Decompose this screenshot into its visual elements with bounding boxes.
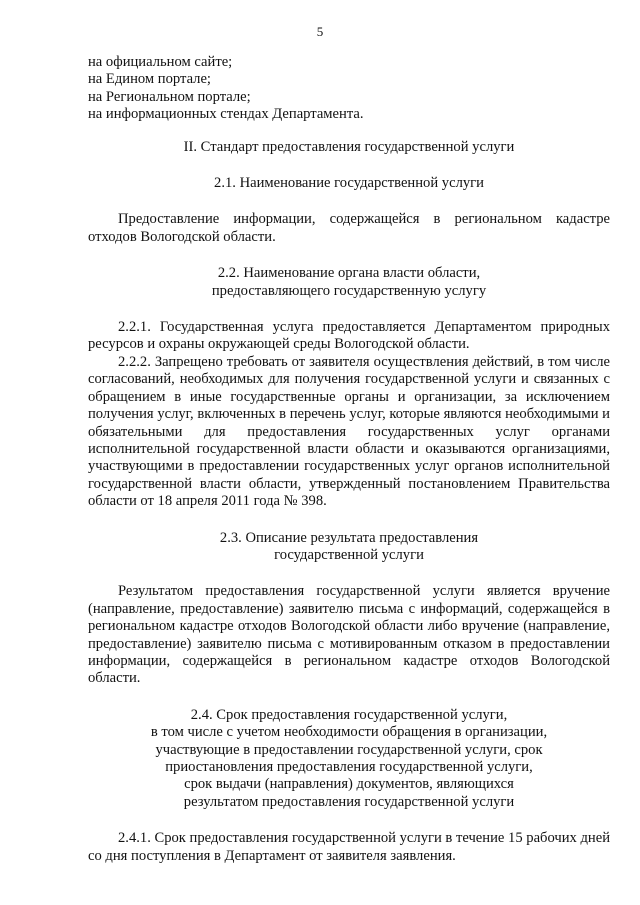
title-line: 2.2. Наименование органа власти области, bbox=[217, 265, 481, 282]
title-line: государственной услуги bbox=[274, 546, 424, 563]
title-line: срок выдачи (направления) документов, являющихся bbox=[184, 776, 514, 793]
paragraph-2-4-1: 2.4.1. Срок предоставления государственной услуги в течение 15 рабочих дней со дня поступления в Департамент от заявителя заявления. bbox=[88, 830, 611, 864]
list-item: на официальном сайте; bbox=[88, 54, 233, 70]
document-body bbox=[88, 54, 610, 865]
list-item: на Едином портале; bbox=[88, 71, 211, 88]
title-line: результатом предоставления государственной услуги bbox=[183, 793, 515, 810]
section-2-1-text: Предоставление информации, содержащейся в региональном кадастре отходов Вологодской области. bbox=[88, 211, 610, 245]
section-2-3-text: Результатом предоставления государственной услуги является вручение (направление, предоставление) заявителю письма с информаций, содержащейся в региональном кадастре отходов Вологодской области либо вручение (направление, предоставление) заявителю письма с мотивированным отказом в предоставлении информации, содержащейся в региональном кадастре отходов Вологодской области. bbox=[88, 583, 610, 687]
publication-list bbox=[88, 54, 610, 124]
list-item: на Региональном портале; bbox=[88, 88, 251, 105]
paragraph-2-2-1: 2.2.1. Государственная услуга предоставляется Департаментом природных ресурсов и охраны окружающей среды Вологодской области. bbox=[88, 319, 610, 353]
title-line: в том числе с учетом необходимости обращения в организации, bbox=[150, 724, 548, 741]
section-2-1-title: 2.1. Наименование государственной услуги bbox=[214, 175, 484, 192]
page-number: 5 bbox=[316, 24, 324, 39]
title-line: предоставляющего государственную услугу bbox=[211, 282, 487, 299]
title-line: приостановления предоставления государственной услуги, bbox=[165, 759, 533, 775]
section-2-2-title bbox=[88, 265, 610, 300]
title-line: 2.3. Описание результата предоставления bbox=[219, 529, 479, 546]
list-item: на информационных стендах Департамента. bbox=[88, 106, 364, 123]
section-ii-title: II. Стандарт предоставления государственной услуги bbox=[183, 138, 515, 155]
section-2-3-title bbox=[88, 530, 610, 565]
title-line: участвующие в предоставлении государственной услуги, срок bbox=[155, 741, 543, 758]
paragraph-2-2-2: 2.2.2. Запрещено требовать от заявителя осуществления действий, в том числе согласований, необходимых для получения государственной услуги и связанных с обращением в иные государственные органы и организации, за исключением получения услуг, включенных в перечень услуг, которые являются необходимыми и обязательными для предоставления государственных услуг органами исполнительной государственной власти области и оказываются организациями, участвующими в предоставлении государственных услуг органов исполнительной государственной власти области, утвержденный постановлением Правительства области от 18 апреля 2011 года № 398. bbox=[88, 353, 610, 510]
section-2-4-title bbox=[88, 707, 610, 811]
title-line: 2.4. Срок предоставления государственной услуги, bbox=[190, 706, 508, 723]
